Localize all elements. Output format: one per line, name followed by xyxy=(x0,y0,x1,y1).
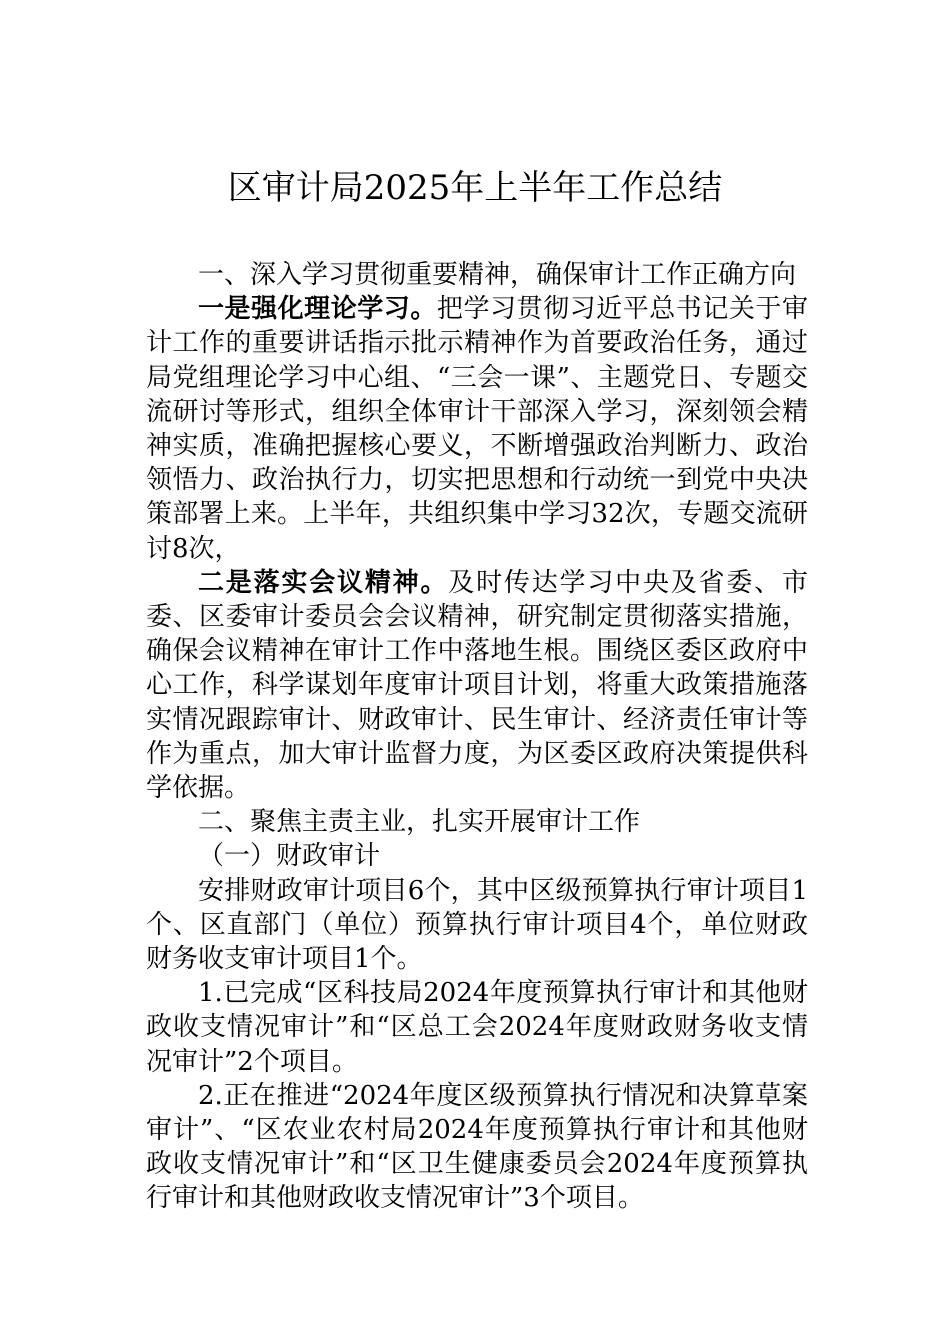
section-heading-1: 一、深入学习贯彻重要精神，确保审计工作正确方向 xyxy=(198,260,797,290)
document-body xyxy=(146,258,808,1216)
paragraph-fiscal-projects: 安排财政审计项目6个，其中区级预算执行审计项目1个、区直部门（单位）预算执行审计项目4个，单位财政财务收支审计项目1个。 xyxy=(146,875,808,975)
subsection-heading-fiscal-audit: （一）财政审计 xyxy=(198,841,381,872)
section-heading-2: 二、聚焦主责主业，扎实开展审计工作 xyxy=(198,807,641,838)
paragraph-text: 及时传达学习中央及省委、市委、区委审计委员会会议精神，研究制定贯彻落实措施，确保会议精神在审计工作中落地生根。围绕区委区政府中心工作，科学谋划年度审计项目计划，将重大政策措施落实情况跟踪审计、财政审计、民生审计、经济责任审计等作为重点，加大审计监督力度，为区委区政府决策提供科学依据。 xyxy=(146,567,808,804)
document-title: 区审计局2025年上半年工作总结 xyxy=(227,168,723,208)
paragraph-lead: 一是强化理论学习。 xyxy=(198,294,437,325)
paragraph-meeting-spirit xyxy=(146,566,808,805)
paragraph-theory-study xyxy=(146,292,808,566)
paragraph-completed-projects: 1.已完成“区科技局2024年度预算执行审计和其他财政收支情况审计”和“区总工会2024年度财政财务收支情况审计”2个项目。 xyxy=(146,978,808,1077)
paragraph-text: 把学习贯彻习近平总书记关于审计工作的重要讲话指示批示精神作为首要政治任务，通过局党组理论学习中心组、“三会一课”、主题党日、专题交流研讨等形式，组织全体审计干部深入学习，深刻领会精神实质，准确把握核心要义，不断增强政治判断力、政治领悟力、政治执行力，切实把思想和行动统一到党中央决策部署上来。上半年，共组织集中学习32次，专题交流研讨8次， xyxy=(146,294,808,564)
paragraph-ongoing-projects: 2.正在推进“2024年度区级预算执行情况和决算草案审计”、“区农业农村局2024年度预算执行审计和其他财政收支情况审计”和“区卫生健康委员会2024年度预算执行审计和其他财政收支情况审计”3个项目。 xyxy=(146,1080,808,1214)
paragraph-lead: 二是落实会议精神。 xyxy=(198,567,449,598)
